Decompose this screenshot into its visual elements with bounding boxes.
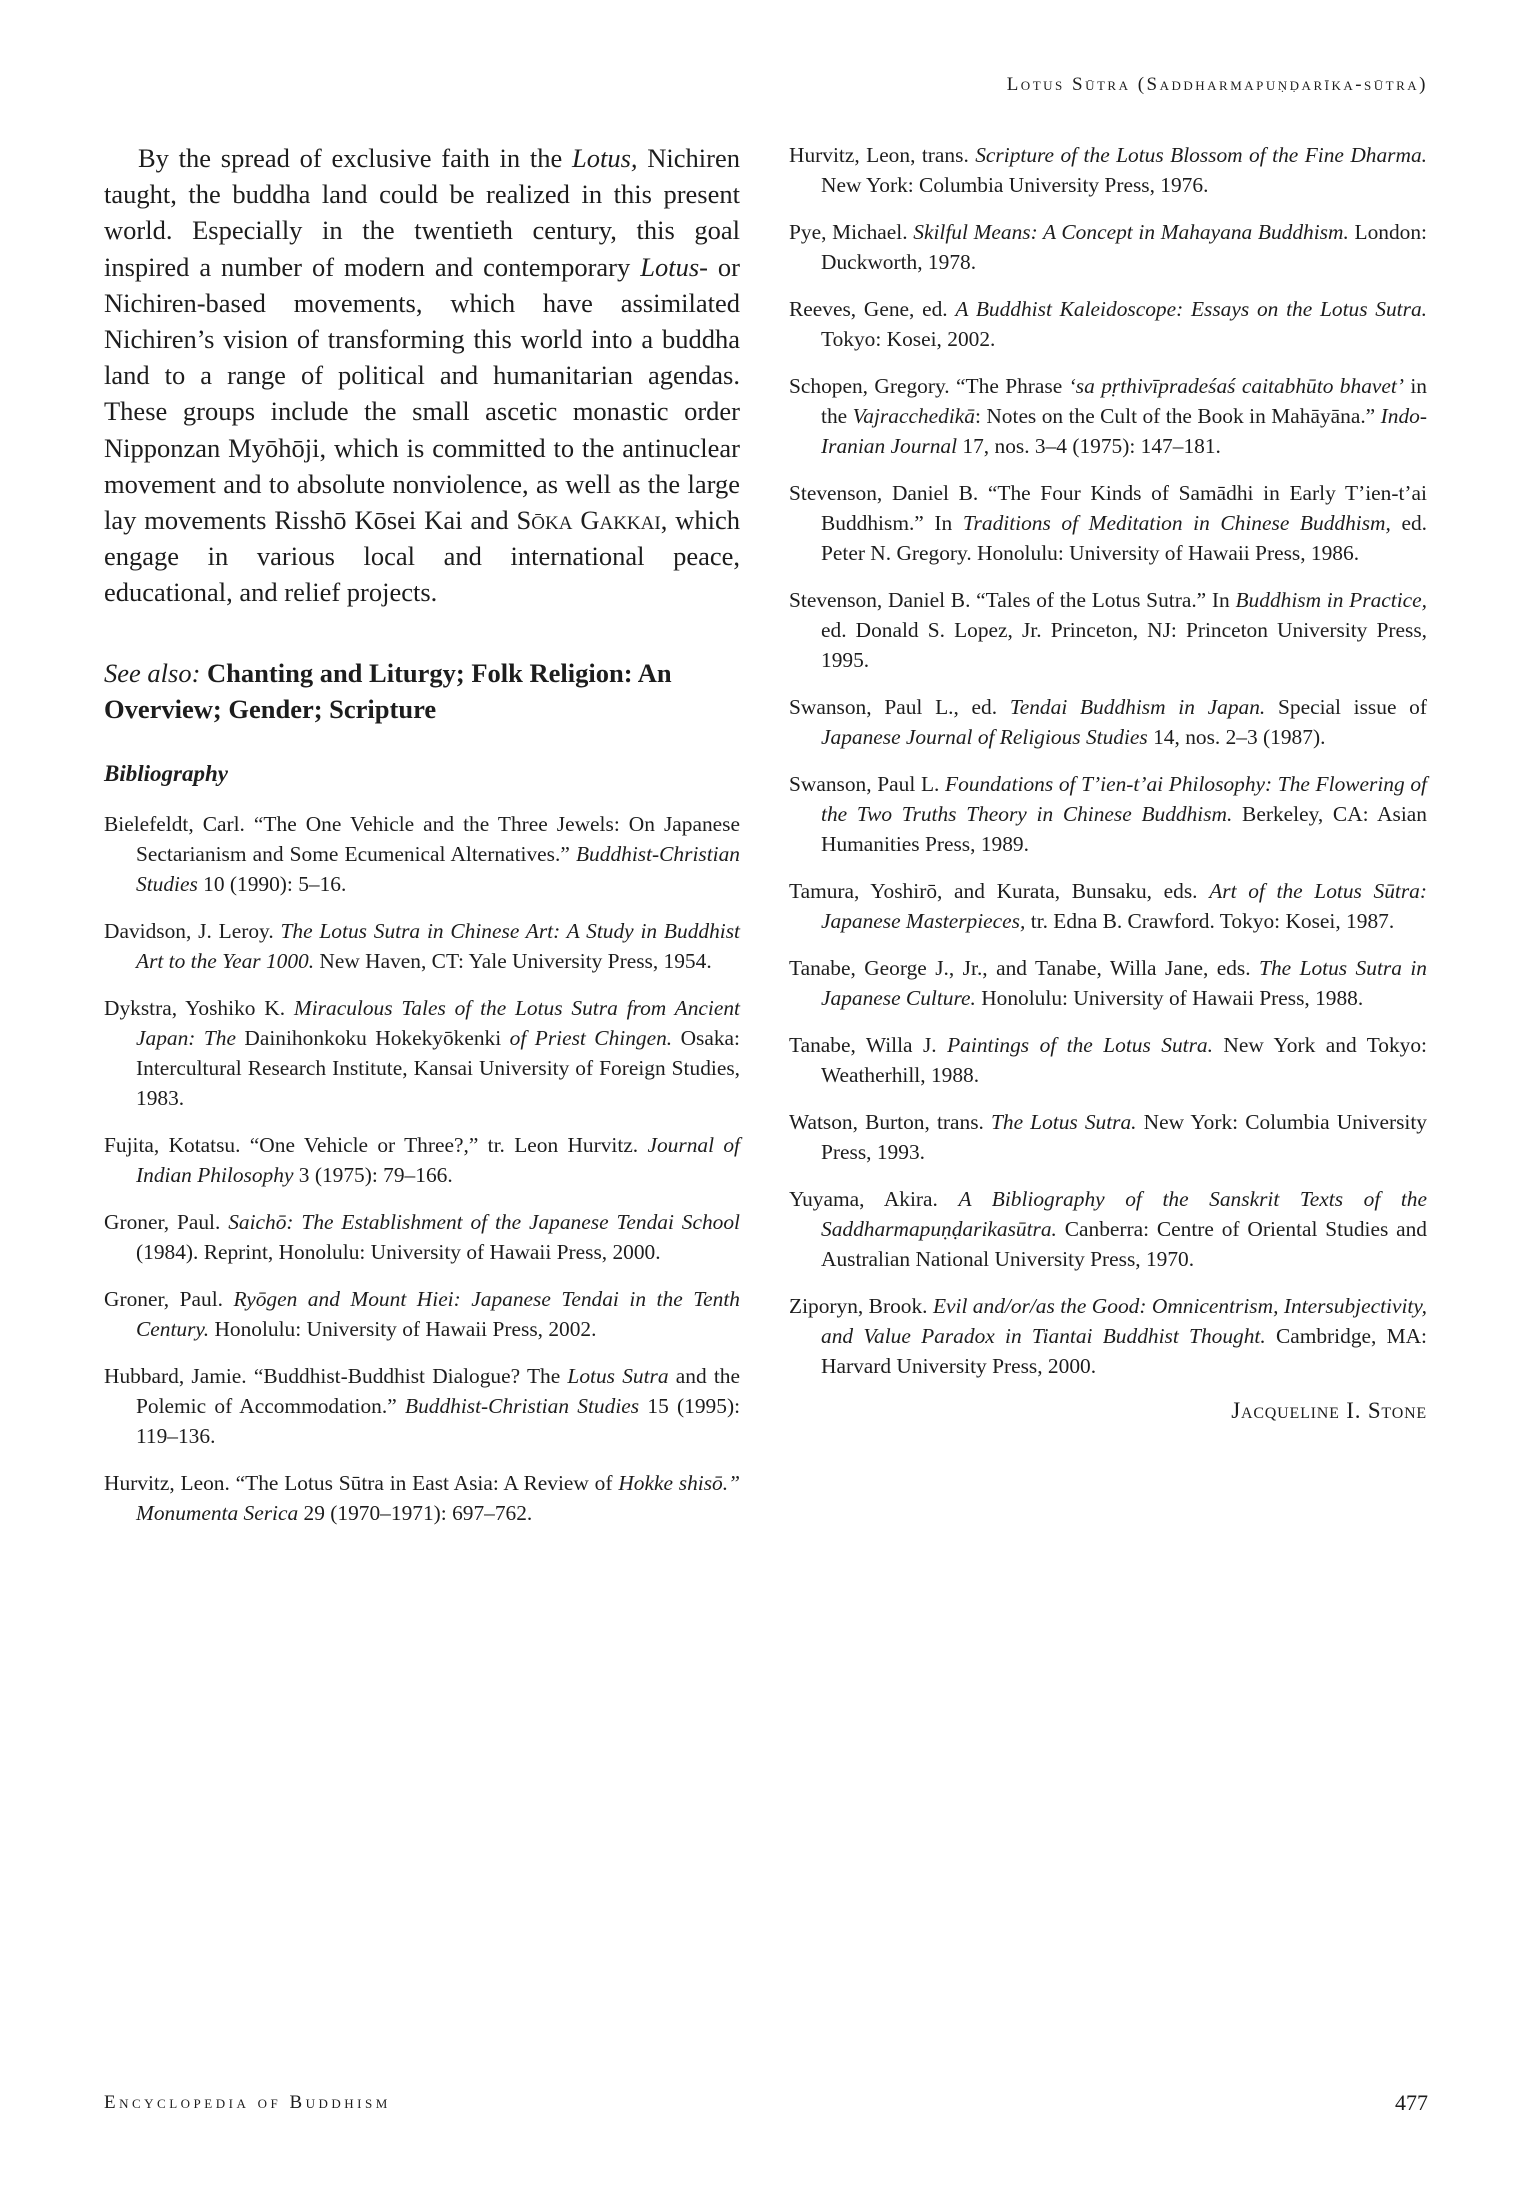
bibliography-entry <box>789 478 1427 568</box>
entry-text: Davidson, J. Leroy. <box>104 918 281 943</box>
entry-title: Traditions of Meditation in Chinese Buddhism, <box>962 511 1391 535</box>
entry-title: Hokke shisō.” Monumenta Serica <box>136 1470 741 1525</box>
bibliography-entry <box>789 585 1427 675</box>
entry-text: Dykstra, Yoshiko K. <box>104 995 294 1020</box>
entry-text: : Notes on the Cult of the Book in Mahāyāna.” <box>974 404 1381 428</box>
entry-text: Honolulu: University of Hawaii Press, 1988. <box>975 986 1364 1010</box>
bibliography-entry <box>789 371 1427 461</box>
entry-text: Hubbard, Jamie. “Buddhist-Buddhist Dialogue? The <box>104 1363 568 1388</box>
entry-text: Cambridge, MA: Harvard University Press, 2000. <box>821 1324 1428 1378</box>
entry-title: Miraculous Tales of the Lotus Sutra from Ancient Japan: The <box>136 995 740 1050</box>
bibliography-heading: Bibliography <box>104 760 228 786</box>
entry-text: 10 (1990): 5–16. <box>197 871 347 896</box>
see-also-links[interactable]: Chanting and Liturgy; Folk Religion: An Overview; Gender; Scripture <box>104 657 672 724</box>
entry-title: Tendai Buddhism in Japan. <box>1009 695 1266 719</box>
bibliography-list-left <box>104 809 740 1528</box>
left-column <box>104 140 740 1545</box>
bibliography-list-right <box>789 140 1427 1381</box>
entry-text: Tokyo: Kosei, 2002. <box>821 327 996 351</box>
bibliography-entry <box>789 217 1427 277</box>
entry-title: The Lotus Sutra in Japanese Culture. <box>821 956 1427 1010</box>
body-italic-segment: Lotus, <box>572 143 638 173</box>
entry-text: New York and Tokyo: Weatherhill, 1988. <box>821 1033 1428 1087</box>
cross-reference-link[interactable]: Sōka Gakkai <box>516 505 661 536</box>
entry-text: Pye, Michael. <box>789 220 914 244</box>
page-number: 477 <box>1395 2090 1428 2115</box>
entry-title: Paintings of the Lotus Sutra. <box>947 1033 1213 1057</box>
entry-text: Special issue of <box>1265 695 1427 719</box>
bibliography-entry <box>104 993 740 1113</box>
bibliography-entry <box>104 1468 740 1528</box>
entry-text: Yuyama, Akira. <box>789 1187 959 1211</box>
entry-title: Vajracchedikā <box>852 404 975 428</box>
entry-text: Stevenson, Daniel B. “Tales of the Lotus Sutra.” In <box>789 588 1236 612</box>
entry-title: Japanese Journal of Religious Studies <box>821 725 1148 749</box>
body-italic-segment: Lotus- <box>640 251 708 282</box>
entry-text: Bielefeldt, Carl. “The One Vehicle and the Three Jewels: On Japanese Sectarianism and Some Ecumenical Alternatives.” <box>104 811 740 866</box>
entry-title: The Lotus Sutra. <box>990 1110 1137 1134</box>
entry-title: Art of the Lotus Sūtra: Japanese Masterpieces, <box>821 879 1427 933</box>
entry-title: The Lotus Sutra in Chinese Art: A Study in Buddhist Art to the Year 1000. <box>136 918 740 973</box>
entry-title: Indo-Iranian Journal <box>821 404 1427 458</box>
author-signature: Jacqueline I. Stone <box>1231 1398 1427 1423</box>
entry-title: ‘sa pṛthivīpradeśaś caitabhūto bhavet’ <box>1068 374 1404 398</box>
entry-text: ed. Donald S. Lopez, Jr. Princeton, NJ: Princeton University Press, 1995. <box>821 618 1427 672</box>
entry-text: in the <box>821 374 1427 428</box>
bibliography-entry <box>104 1130 740 1190</box>
entry-text: Schopen, Gregory. “The Phrase <box>789 374 1069 398</box>
bibliography-entry <box>104 809 740 899</box>
entry-title: Journal of Indian Philosophy <box>136 1132 740 1187</box>
entry-text: Tanabe, Willa J. <box>789 1033 948 1057</box>
bibliography-entry <box>789 876 1427 936</box>
bibliography-entry <box>789 140 1427 200</box>
entry-title: Saichō: The Establishment of the Japanese Tendai School <box>228 1209 740 1234</box>
bibliography-entry <box>789 1030 1427 1090</box>
entry-text: 14, nos. 2–3 (1987). <box>1147 725 1326 749</box>
entry-text: Osaka: Intercultural Research Institute, Kansai University of Foreign Studies, 1983. <box>136 1025 740 1110</box>
entry-title: of Priest Chingen. <box>509 1025 673 1050</box>
entry-text: tr. Edna B. Crawford. Tokyo: Kosei, 1987. <box>1025 909 1395 933</box>
footer-book-title: Encyclopedia of Buddhism <box>104 2092 391 2113</box>
entry-title: A Bibliography of the Sanskrit Texts of the Saddharmapuṇḍarikasūtra. <box>821 1187 1427 1241</box>
see-also-label: See also: <box>104 657 201 688</box>
entry-title: Buddhism in Practice, <box>1235 588 1427 612</box>
entry-text: Honolulu: University of Hawaii Press, 2002. <box>209 1316 597 1341</box>
entry-text: Hurvitz, Leon, trans. <box>789 143 976 167</box>
body-text-segment: Nichiren taught, the buddha land could be realized in this present world. Especially in the twentieth century, this goal inspired a number of modern and contemporary <box>104 143 740 282</box>
entry-text: New York: Columbia University Press, 1993. <box>821 1110 1427 1164</box>
entry-text: Hurvitz, Leon. “The Lotus Sūtra in East Asia: A Review of <box>104 1470 619 1495</box>
entry-text: 17, nos. 3–4 (1975): 147–181. <box>957 434 1221 458</box>
entry-text: London: Duckworth, 1978. <box>821 220 1427 274</box>
entry-text: Berkeley, CA: Asian Humanities Press, 1989. <box>821 802 1428 856</box>
entry-title: Scripture of the Lotus Blossom of the Fine Dharma. <box>975 143 1427 167</box>
entry-text: and the Polemic of Accommodation.” <box>136 1363 740 1418</box>
entry-title: Evil and/or/as the Good: Omnicentrism, Intersubjectivity, and Value Paradox in Tiantai Buddhist Thought. <box>821 1294 1428 1348</box>
entry-text: Swanson, Paul L. <box>789 772 946 796</box>
entry-text: 29 (1970–1971): 697–762. <box>298 1500 533 1525</box>
entry-text: Groner, Paul. <box>104 1209 229 1234</box>
body-text-segment: or Nichiren-based movements, which have assimilated Nichiren’s vision of transforming this world into a buddha land to a range of political and humanitarian agendas. These groups include the small ascetic monastic order Nipponzan Myōhōji, which is committed to the antinuclear movement and to absolute nonviolence, as well as the large lay movements Risshō Kōsei Kai and <box>104 251 740 536</box>
body-text-segment: , which engage in various local and international peace, educational, and relief projects. <box>104 505 741 608</box>
entry-text: ed. Peter N. Gregory. Honolulu: University of Hawaii Press, 1986. <box>821 511 1427 565</box>
bibliography-entry <box>789 294 1427 354</box>
entry-title: Foundations of T’ien-t’ai Philosophy: The Flowering of the Two Truths Theory in Chinese Buddhism. <box>821 772 1427 826</box>
bibliography-entry <box>104 916 740 976</box>
bibliography-entry <box>789 1291 1427 1381</box>
right-column <box>789 140 1427 1424</box>
entry-text: Watson, Burton, trans. <box>789 1110 991 1134</box>
entry-title: Ryōgen and Mount Hiei: Japanese Tendai in the Tenth Century. <box>136 1286 740 1341</box>
body-text-segment: By the spread of exclusive faith in the <box>138 143 572 173</box>
entry-title: Lotus Sutra <box>567 1363 669 1388</box>
entry-title: Buddhist-Christian Studies <box>405 1393 640 1418</box>
entry-text: Dainihonkoku Hokekyōkenki <box>235 1025 510 1050</box>
entry-text: Groner, Paul. <box>104 1286 234 1311</box>
entry-text: 15 (1995): 119–136. <box>136 1393 741 1448</box>
bibliography-entry <box>789 1184 1427 1274</box>
entry-title: A Buddhist Kaleidoscope: Essays on the Lotus Sutra. <box>955 297 1427 321</box>
entry-text: Reeves, Gene, ed. <box>789 297 956 321</box>
entry-text: (1984). Reprint, Honolulu: University of Hawaii Press, 2000. <box>136 1239 661 1264</box>
bibliography-entry <box>789 769 1427 859</box>
entry-title: Skilful Means: A Concept in Mahayana Buddhism. <box>913 220 1349 244</box>
entry-text: Tanabe, George J., Jr., and Tanabe, Willa Jane, eds. <box>789 956 1260 980</box>
see-also <box>104 655 740 727</box>
entry-text: Ziporyn, Brook. <box>789 1294 933 1318</box>
entry-text: Tamura, Yoshirō, and Kurata, Bunsaku, eds. <box>789 879 1210 903</box>
bibliography-entry <box>104 1361 740 1451</box>
entry-text: Fujita, Kotatsu. “One Vehicle or Three?,” tr. Leon Hurvitz. <box>104 1132 648 1157</box>
bibliography-entry <box>789 1107 1427 1167</box>
bibliography-entry <box>789 953 1427 1013</box>
bibliography-entry <box>104 1284 740 1344</box>
bibliography-entry <box>789 692 1427 752</box>
body-paragraph <box>104 140 740 611</box>
bibliography-entry <box>104 1207 740 1267</box>
entry-text: Stevenson, Daniel B. “The Four Kinds of Samādhi in Early T’ien-t’ai Buddhism.” In <box>789 481 1427 535</box>
entry-text: Canberra: Centre of Oriental Studies and Australian National University Press, 1970. <box>821 1217 1427 1271</box>
entry-title: Buddhist-Christian Studies <box>136 841 740 896</box>
entry-text: Swanson, Paul L., ed. <box>789 695 1010 719</box>
entry-text: New York: Columbia University Press, 1976. <box>821 173 1209 197</box>
entry-text: New Haven, CT: Yale University Press, 1954. <box>314 948 712 973</box>
entry-text: 3 (1975): 79–166. <box>293 1162 453 1187</box>
running-head: Lotus Sūtra (Saddharmapuṇḍarīka-sūtra) <box>1006 74 1428 95</box>
